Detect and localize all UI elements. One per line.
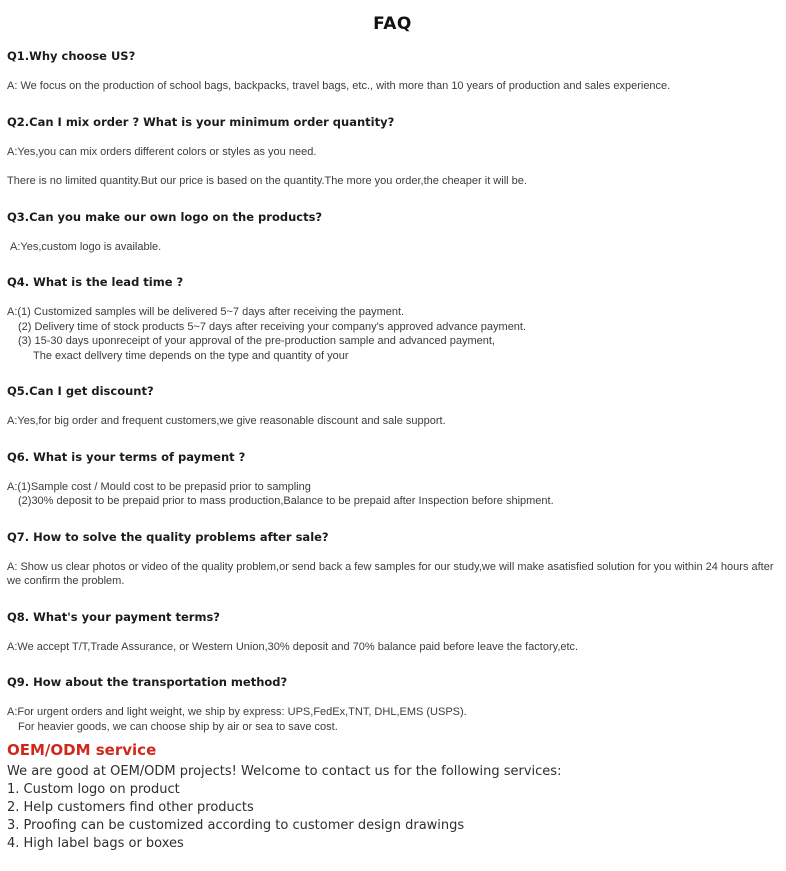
question-text: Q3.Can you make our own logo on the products? bbox=[7, 209, 323, 224]
service-item: 4. High label bags or boxes bbox=[7, 836, 184, 851]
faq-item-q7 bbox=[7, 530, 778, 589]
answer-line: A:(1)Sample cost / Mould cost to be prepasid prior to sampling bbox=[7, 480, 311, 493]
faq-item-q5 bbox=[7, 384, 778, 429]
service-item: 2. Help customers find other products bbox=[7, 800, 254, 815]
answer-line: A:For urgent orders and light weight, we ship by express: UPS,FedEx,TNT, DHL,EMS (USPS). bbox=[7, 706, 467, 718]
oem-heading: OEM/ODM service bbox=[7, 741, 157, 759]
page-title: FAQ bbox=[373, 14, 412, 34]
faq-item-q1 bbox=[7, 49, 778, 94]
service-item: 1. Custom logo on product bbox=[7, 782, 180, 797]
answer-line: A: Show us clear photos or video of the quality problem,or send back a few samples for our study,we will make asatisfied solution for you within 24 hours after we confirm the problem. bbox=[7, 560, 774, 587]
answer-line: A:Yes,custom logo is available. bbox=[10, 240, 162, 253]
answer-line: For heavier goods, we can choose ship by air or sea to save cost. bbox=[18, 720, 338, 733]
answer-line: The exact dellvery time depends on the type and quantity of your bbox=[33, 349, 349, 362]
faq-item-q9 bbox=[7, 675, 778, 734]
oem-odm-section bbox=[7, 742, 778, 853]
faq-item-q3 bbox=[7, 210, 778, 255]
faq-item-q4 bbox=[7, 275, 778, 363]
answer-line: A:(1) Customized samples will be delivered 5~7 days after receiving the payment. bbox=[7, 306, 405, 318]
answer-line: (2)30% deposit to be prepaid prior to mass production,Balance to be prepaid after Inspection before shipment. bbox=[18, 495, 554, 507]
answer-line: A:We accept T/T,Trade Assurance, or Western Union,30% deposit and 70% balance paid before leave the factory,etc. bbox=[7, 640, 579, 653]
answer-line: (2) Delivery time of stock products 5~7 days after receiving your company's approved advance payment. bbox=[18, 320, 527, 333]
answer-line: (3) 15-30 days uponreceipt of your approval of the pre-production sample and advanced payment, bbox=[18, 335, 495, 347]
question-text: Q2.Can I mix order ? What is your minimum order quantity? bbox=[7, 114, 395, 129]
faq-item-q6 bbox=[7, 450, 778, 509]
answer-line: A:Yes,you can mix orders different colors or styles as you need. bbox=[7, 145, 317, 158]
answer-line: A: We focus on the production of school bags, backpacks, travel bags, etc., with more than 10 years of production and sales experience. bbox=[7, 80, 671, 92]
question-text: Q8. What's your payment terms? bbox=[7, 609, 220, 624]
oem-intro: We are good at OEM/ODM projects! Welcome to contact us for the following services: bbox=[7, 764, 562, 779]
question-text: Q5.Can I get discount? bbox=[7, 384, 154, 398]
answer-line: There is no limited quantity.But our price is based on the quantity.The more you order,the cheaper it will be. bbox=[7, 175, 527, 187]
oem-service-list bbox=[7, 781, 778, 853]
question-text: Q9. How about the transportation method? bbox=[7, 675, 288, 689]
question-text: Q6. What is your terms of payment ? bbox=[7, 449, 246, 464]
answer-line: A:Yes,for big order and frequent customers,we give reasonable discount and sale support. bbox=[7, 415, 446, 427]
faq-item-q8 bbox=[7, 610, 778, 655]
question-text: Q4. What is the lead time ? bbox=[7, 275, 184, 289]
question-text: Q7. How to solve the quality problems after sale? bbox=[7, 529, 329, 544]
service-item: 3. Proofing can be customized according to customer design drawings bbox=[7, 818, 465, 833]
question-text: Q1.Why choose US? bbox=[7, 49, 136, 63]
faq-item-q2 bbox=[7, 115, 778, 189]
